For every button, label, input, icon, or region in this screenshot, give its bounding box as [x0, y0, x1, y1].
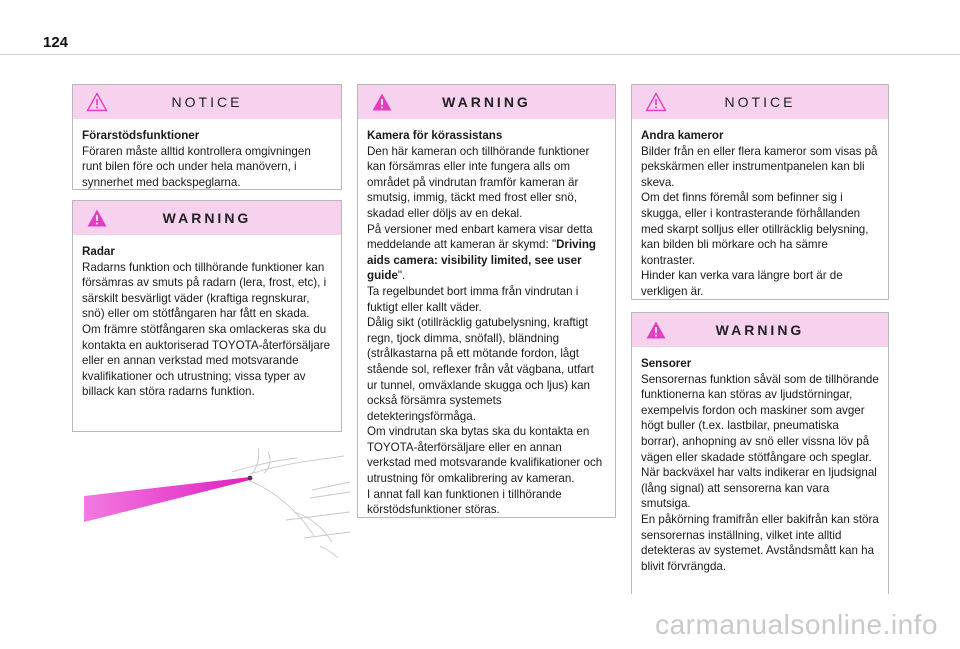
- top-divider: [0, 54, 960, 55]
- watermark: carmanualsonline.info: [655, 609, 938, 640]
- warning-header: [358, 85, 615, 119]
- section-text: Bilder från en eller flera kameror som visas på pekskärmen eller instrumentpanelen kan bli skeva. Om det finns föremål som befinner sig i skugga, eller i kontrasterande förhållanden med skarpt solljus eller otillräcklig belysning, kan bilden bli mörkare och ha sämre kontraster. Hinder kan verka vara längre bort är de verkligen är.: [641, 144, 878, 298]
- section-text: Föraren måste alltid kontrollera omgivningen runt bilen före och under hela manövern, i synnerhet med backspeglarna.: [82, 144, 311, 189]
- warning-title: WARNING: [715, 322, 805, 338]
- section-text-part: Den här kameran och tillhörande funktioner kan försämras eller inte fungera alls om området på vindrutan framför kameran är smutsig, immig, täckt med frost eller snö, skadad eller döljs av en dekal. På versioner med enbart kamera visar detta meddelande att kameran är skymd: ": [367, 144, 593, 252]
- warning-box-sensors: [631, 312, 889, 594]
- warning-box-radar: [72, 200, 342, 432]
- camera-icon: [248, 476, 253, 481]
- warning-triangle-filled-icon: [86, 208, 108, 228]
- section-subtitle: Radar: [82, 245, 115, 258]
- warning-box-camera: [357, 84, 616, 518]
- section-text: [367, 144, 606, 518]
- section-subtitle: Kamera för körassistans: [367, 129, 503, 142]
- warning-header: [632, 313, 888, 347]
- warning-triangle-filled-icon: [645, 320, 667, 340]
- warning-header: [73, 201, 341, 235]
- notice-header: [73, 85, 341, 119]
- section-subtitle: Andra kameror: [641, 129, 724, 142]
- section-text: Sensorernas funktion såväl som de tillhörande funktionerna kan störas av ljudstörningar, exempelvis fordon och maskiner som avger högt buller (t.ex. lastbilar, pneumatiska borrar), anhopning av snö eller vissna löv på vägen eller skadade stötfångare och speglar. När backväxel har valts indikerar en ljudsignal (lång signal) att sensorerna kan vara smutsiga. En påkörning framifrån eller bakifrån kan störa sensorernas inställning, vilket inte alltid detekteras av systemet. Avståndsmått kan ha blivit förvrängda.: [641, 372, 879, 573]
- notice-box-other-cameras: [631, 84, 889, 300]
- notice-box-driver-assist: [72, 84, 342, 190]
- warning-triangle-outline-icon: [86, 92, 108, 112]
- section-subtitle: Förarstödsfunktioner: [82, 129, 200, 142]
- warning-title: WARNING: [162, 210, 252, 226]
- section-text: Radarns funktion och tillhörande funktioner kan försämras av smuts på radarn (lera, frost, etc), i särskilt besvärligt väder (kraftiga regnskurar, snö) eller om stötfångaren har fått en skada. Om främre stötfångaren ska omlackeras ska du kontakta en auktoriserad TOYOTA-återförsäljare eller en annan verkstad med motsvarande kvalifikationer och utrustning; vissa typer av billack kan störa radarns funktion.: [82, 260, 331, 399]
- page-number: 124: [43, 34, 69, 51]
- section-text-part: ". Ta regelbundet bort imma från vindrutan i fuktigt eller kallt väder. Dålig sikt (otillräcklig gatubelysning, kraftigt regn, tjock dimma, snöfall), bländning (strålkastarna på ett mötande fordon, lågt stående sol, reflexer från våt vägbana, utfart ur tunnel, omväxlande skugga och ljus) kan också försämra systemets detekteringsförmåga. Om vindrutan ska bytas ska du kontakta en TOYOTA-återförsäljare eller en annan verkstad med motsvarande kvalifikationer och utrustning för omkalibrering av kameran. I annat fall kan funktionen i tillhörande körstödsfunktioner störas.: [367, 269, 603, 517]
- camera-message: Driving aids camera: visibility limited, see user guide: [367, 238, 597, 283]
- warning-triangle-outline-icon: [645, 92, 667, 112]
- camera-beam-illustration: [82, 446, 350, 558]
- warning-title: WARNING: [442, 94, 531, 110]
- notice-title: NOTICE: [724, 94, 796, 110]
- notice-header: [632, 85, 888, 119]
- section-subtitle: Sensorer: [641, 357, 692, 370]
- camera-beam: [84, 477, 250, 522]
- notice-title: NOTICE: [171, 94, 243, 110]
- warning-triangle-filled-icon: [371, 92, 393, 112]
